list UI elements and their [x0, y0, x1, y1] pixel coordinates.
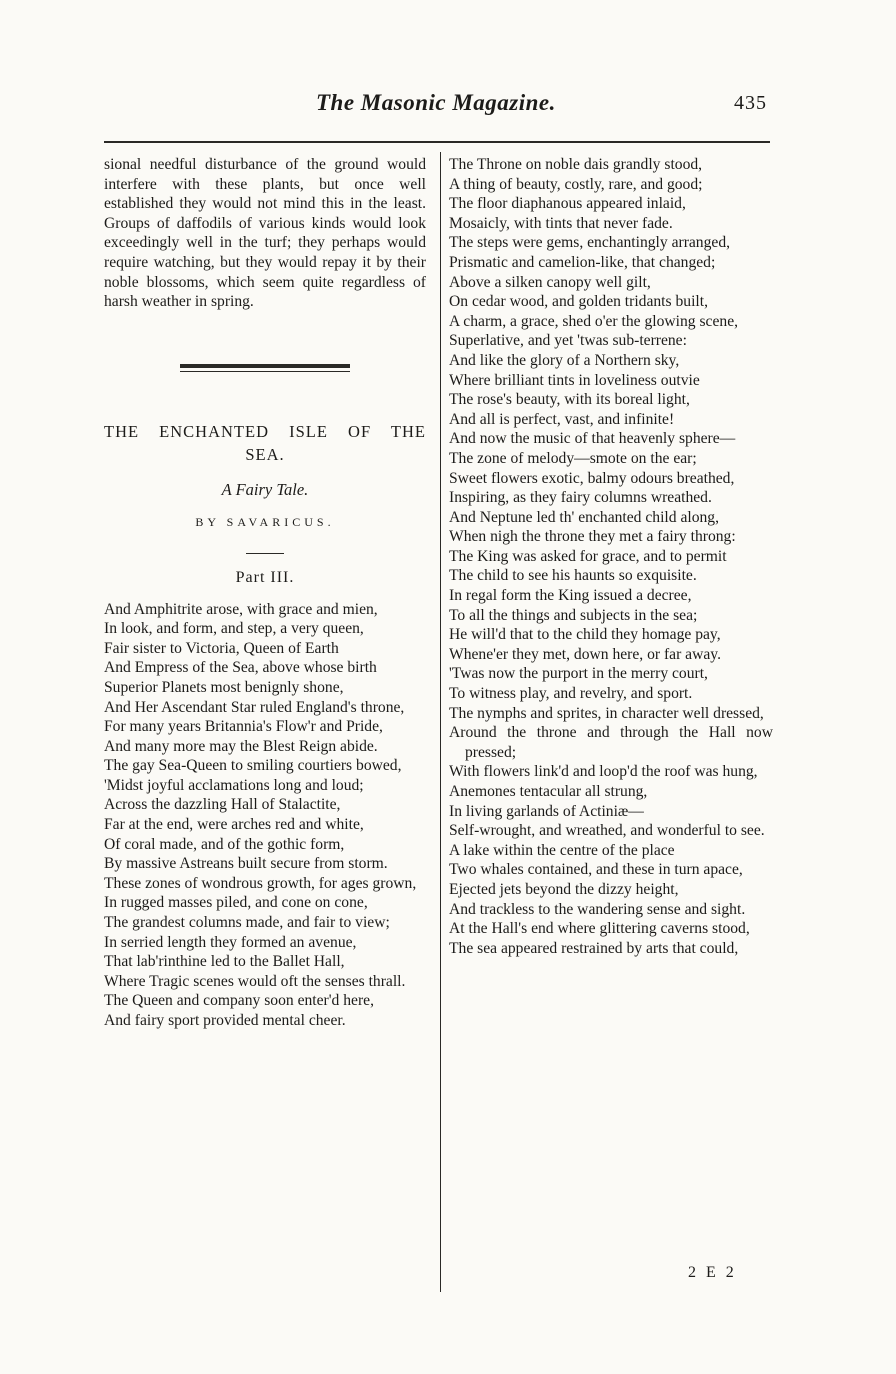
verse-line: The Queen and company soon enter'd here, — [104, 992, 374, 1010]
verse-line: And Her Ascendant Star ruled England's throne, — [104, 698, 405, 716]
article-title-line-1: THE ENCHANTED ISLE OF THE — [104, 421, 426, 441]
header-rule — [104, 141, 770, 143]
verse-line: By massive Astreans built secure from storm. — [104, 855, 388, 873]
verse-line: In regal form the King issued a decree, — [449, 587, 692, 605]
article-title-line-2: SEA. — [245, 444, 285, 464]
short-rule — [246, 553, 284, 554]
verse-line: Far at the end, were arches red and white, — [104, 816, 364, 834]
verse-line: In serried length they formed an avenue, — [104, 933, 357, 951]
verse-line: Above a silken canopy well gilt, — [449, 273, 651, 291]
verse-line: The zone of melody—smote on the ear; — [449, 449, 697, 467]
verse-line: Two whales contained, and these in turn apace, — [449, 861, 743, 879]
prose-paragraph: sional needful disturbance of the ground would interfere with these plants, but once well established they would not mind this in the least. Groups of daffodils of various kinds would look exceedingly well in the turf; they perhaps would require watching, but they would repay it by their noble blossoms, which seem quite regardless of harsh weather in spring. — [104, 156, 426, 311]
verse-line: Mosaicly, with tints that never fade. — [449, 214, 673, 232]
part-heading: Part III. — [235, 568, 295, 586]
page-number: 435 — [734, 92, 767, 114]
verse-line: Inspiring, as they fairy columns wreathed. — [449, 489, 712, 507]
verse-line: Around the throne and through the Hall now pressed; — [449, 724, 773, 761]
verse-line: At the Hall's end where glittering caverns stood, — [449, 920, 750, 938]
verse-line: Across the dazzling Hall of Stalactite, — [104, 796, 341, 814]
verse-line: He will'd that to the child they homage pay, — [449, 626, 721, 644]
verse-line: In look, and form, and step, a very queen, — [104, 620, 364, 638]
verse-line: Superlative, and yet 'twas sub-terrene: — [449, 332, 687, 350]
verse-line: The Throne on noble dais grandly stood, — [449, 156, 703, 173]
right-column — [449, 155, 773, 958]
verse-line: Where Tragic scenes would oft the senses thrall. — [104, 972, 406, 990]
verse-line: These zones of wondrous growth, for ages grown, — [104, 874, 417, 892]
verse-line: The child to see his haunts so exquisite. — [449, 567, 697, 585]
verse-line: Of coral made, and of the gothic form, — [104, 835, 345, 853]
verse-line: The grandest columns made, and fair to view; — [104, 914, 390, 932]
verse-line: That lab'rinthine led to the Ballet Hall, — [104, 953, 345, 971]
verse-line: 'Midst joyful acclamations long and loud; — [104, 776, 364, 794]
verse-line: On cedar wood, and golden tridants built, — [449, 293, 708, 311]
column-divider — [440, 152, 441, 1292]
article-byline: BY SAVARICUS. — [195, 515, 335, 530]
verse-line: Sweet flowers exotic, balmy odours breathed, — [449, 469, 735, 487]
verse-line: Prismatic and camelion-like, that changed; — [449, 253, 716, 271]
verse-line: Self-wrought, and wreathed, and wonderful to see. — [449, 822, 765, 840]
verse-line: A charm, a grace, shed o'er the glowing scene, — [449, 312, 739, 330]
verse-line: With flowers link'd and loop'd the roof was hung, — [449, 763, 758, 781]
verse-line: To witness play, and revelry, and sport. — [449, 685, 693, 703]
verse-line: Where brilliant tints in loveliness outvie — [449, 371, 700, 389]
verse-line: Ejected jets beyond the dizzy height, — [449, 880, 679, 898]
verse-line: And trackless to the wandering sense and sight. — [449, 900, 746, 918]
verse-line: To all the things and subjects in the sea; — [449, 606, 698, 624]
verse-line: The King was asked for grace, and to permit — [449, 547, 727, 565]
verse-line: The nymphs and sprites, in character well dressed, — [449, 704, 764, 722]
signature-mark: 2 E 2 — [688, 1264, 737, 1281]
verse-line: And Neptune led th' enchanted child along, — [449, 508, 719, 526]
verse-line: For many years Britannia's Flow'r and Pride, — [104, 718, 383, 736]
verse-line: And many more may the Blest Reign abide. — [104, 737, 378, 755]
verse-line: Superior Planets most benignly shone, — [104, 678, 344, 696]
verse-line: And Empress of the Sea, above whose birth — [104, 659, 377, 677]
verse-line: 'Twas now the purport in the merry court, — [449, 665, 708, 683]
verse-block-3 — [449, 704, 773, 959]
verse-line: Anemones tentacular all strung, — [449, 783, 648, 800]
article-subtitle: A Fairy Tale. — [221, 479, 309, 499]
verse-line: The sea appeared restrained by arts that could, — [449, 939, 739, 957]
verse-line: The gay Sea-Queen to smiling courtiers bowed, — [104, 757, 402, 775]
verse-line: A lake within the centre of the place — [449, 841, 675, 859]
verse-line: The floor diaphanous appeared inlaid, — [449, 195, 686, 213]
verse-line: And fairy sport provided mental cheer. — [104, 1012, 346, 1029]
verse-line: The rose's beauty, with its boreal light, — [449, 391, 690, 409]
article-title — [104, 420, 426, 466]
left-column — [104, 155, 426, 1031]
prose-continuation — [104, 155, 426, 312]
verse-line: And Amphitrite arose, with grace and mien, — [104, 600, 378, 618]
verse-line: A thing of beauty, costly, rare, and good; — [449, 175, 703, 193]
verse-line: And like the glory of a Northern sky, — [449, 351, 680, 369]
verse-line: Fair sister to Victoria, Queen of Earth — [104, 639, 339, 657]
running-title: The Masonic Magazine. — [316, 90, 556, 115]
verse-block-1 — [449, 155, 773, 664]
verse-line: In living garlands of Actiniæ— — [449, 802, 644, 820]
page-header — [0, 90, 896, 126]
section-separator — [180, 364, 350, 372]
verse-line: And now the music of that heavenly sphere— — [449, 430, 736, 448]
verse-line: Whene'er they met, down here, or far away. — [449, 645, 721, 663]
verse-block-2 — [449, 664, 773, 703]
verse-block — [104, 600, 426, 1031]
verse-line: And all is perfect, vast, and infinite! — [449, 410, 675, 428]
verse-line: The steps were gems, enchantingly arranged, — [449, 234, 731, 252]
verse-line: In rugged masses piled, and cone on cone, — [104, 894, 368, 912]
verse-line: When nigh the throne they met a fairy throng: — [449, 528, 736, 546]
